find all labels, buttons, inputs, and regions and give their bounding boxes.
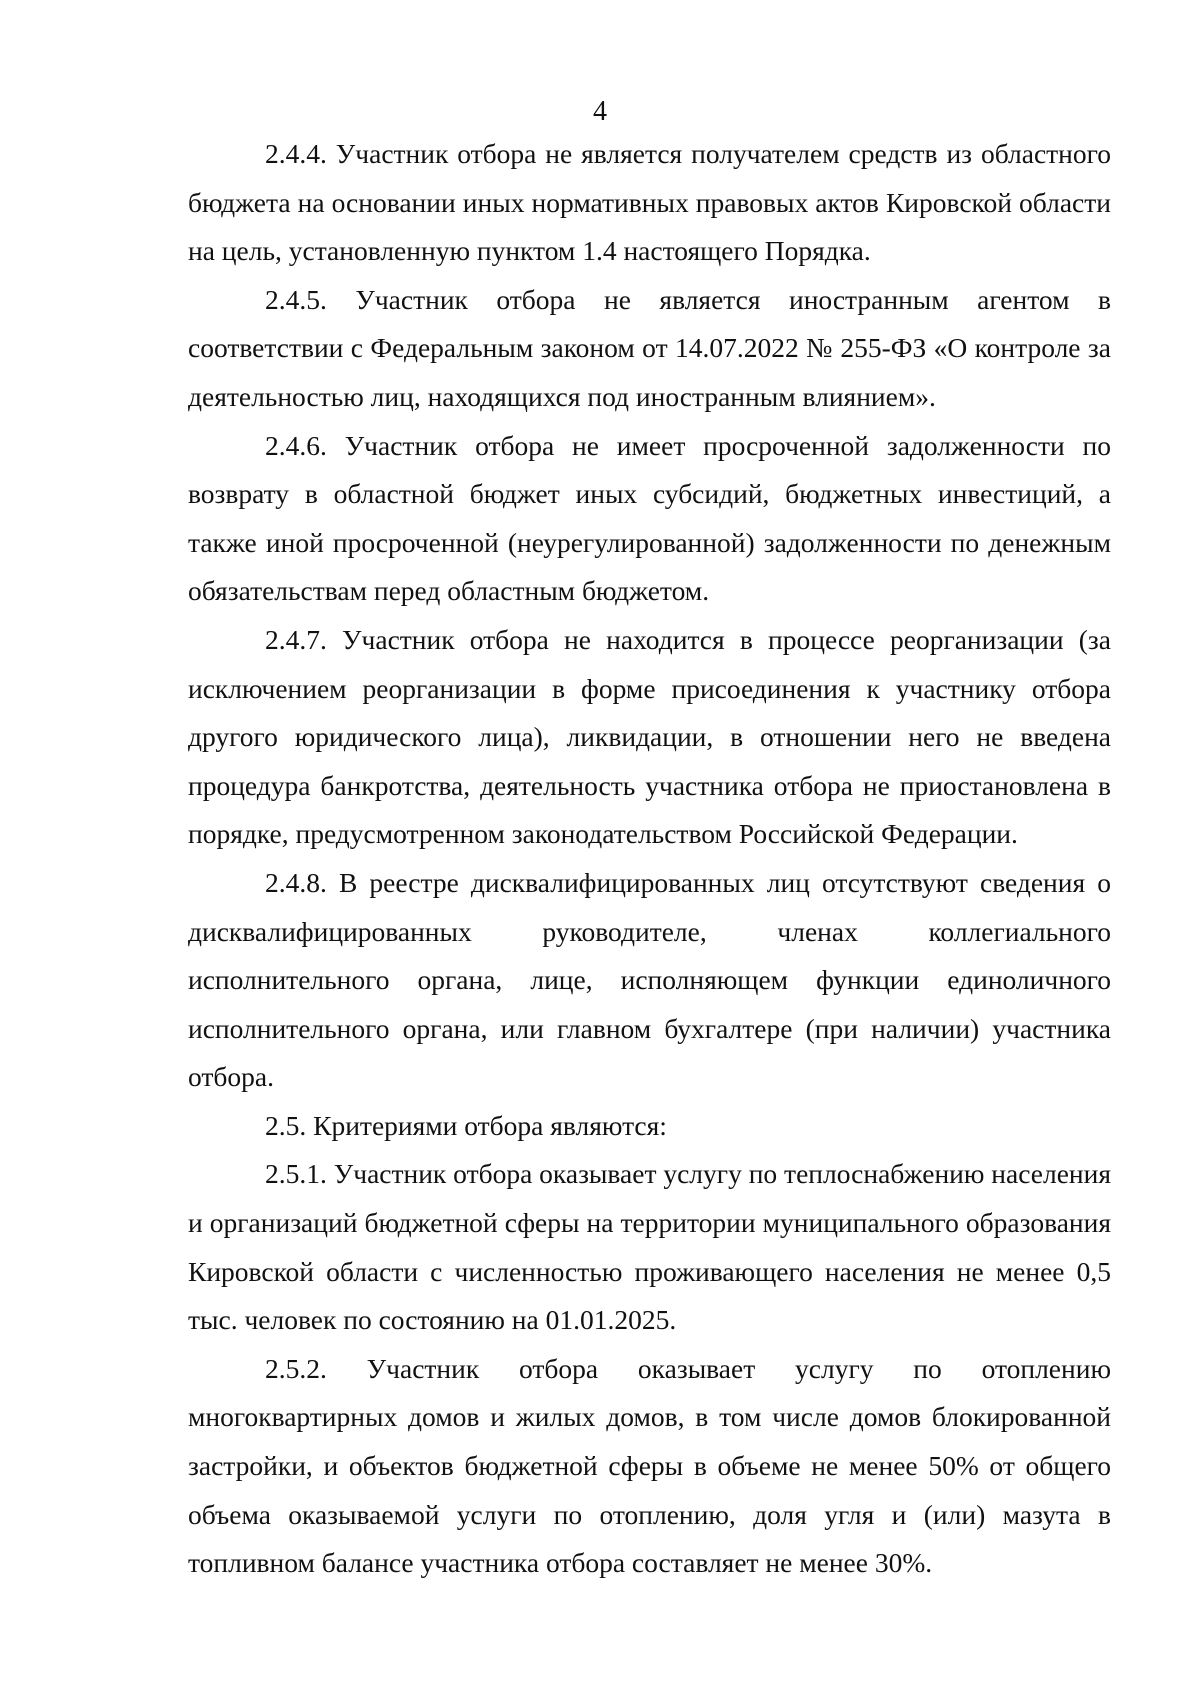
page-number: 4 xyxy=(593,96,607,127)
document-body xyxy=(188,130,1111,1588)
paragraph-2-4-7: 2.4.7. Участник отбора не находится в процессе реорганизации (за исключением реорганизации в форме присоединения к участнику отбора другого юридического лица), ликвидации, в отношении него не введена процедура банкротства, деятельность участника отбора не приостановлена в порядке, предусмотренном законодательством Российской Федерации. xyxy=(188,623,1111,850)
paragraph-2-4-5: 2.4.5. Участник отбора не является иностранным агентом в соответствии с Федеральным законом от 14.07.2022 № 255-ФЗ «О контроле за деятельностью лиц, находящихся под иностранным влиянием». xyxy=(188,283,1111,412)
paragraph-2-5-2: 2.5.2. Участник отбора оказывает услугу по отоплению многоквартирных домов и жилых домов, в том числе домов блокированной застройки, и объектов бюджетной сферы в объеме не менее 50% от общего объема оказываемой услуги по отоплению, доля угля и (или) мазута в топливном балансе участника отбора составляет не менее 30%. xyxy=(188,1352,1111,1579)
paragraph-2-4-6: 2.4.6. Участник отбора не имеет просроченной задолженности по возврату в областной бюджет иных субсидий, бюджетных инвестиций, а также иной просроченной (неурегулированной) задолженности по денежным обязательствам перед областным бюджетом. xyxy=(188,429,1111,607)
paragraph-2-5: 2.5. Критериями отбора являются: xyxy=(265,1109,667,1141)
paragraph-2-5-1: 2.5.1. Участник отбора оказывает услугу по теплоснабжению населения и организаций бюджетной сферы на территории муниципального образования Кировской области с численностью проживающего населения не менее 0,5 тыс. человек по состоянию на 01.01.2025. xyxy=(188,1158,1111,1336)
paragraph-2-4-8: 2.4.8. В реестре дисквалифицированных лиц отсутствуют сведения о дисквалифицированных руководителе, членах коллегиального исполнительного органа, лице, исполняющем функции единоличного исполнительного органа, или главном бухгалтере (при наличии) участника отбора. xyxy=(188,866,1111,1093)
paragraph-2-4-4: 2.4.4. Участник отбора не является получателем средств из областного бюджета на основании иных нормативных правовых актов Кировской области на цель, установленную пунктом 1.4 настоящего Порядка. xyxy=(188,138,1111,267)
